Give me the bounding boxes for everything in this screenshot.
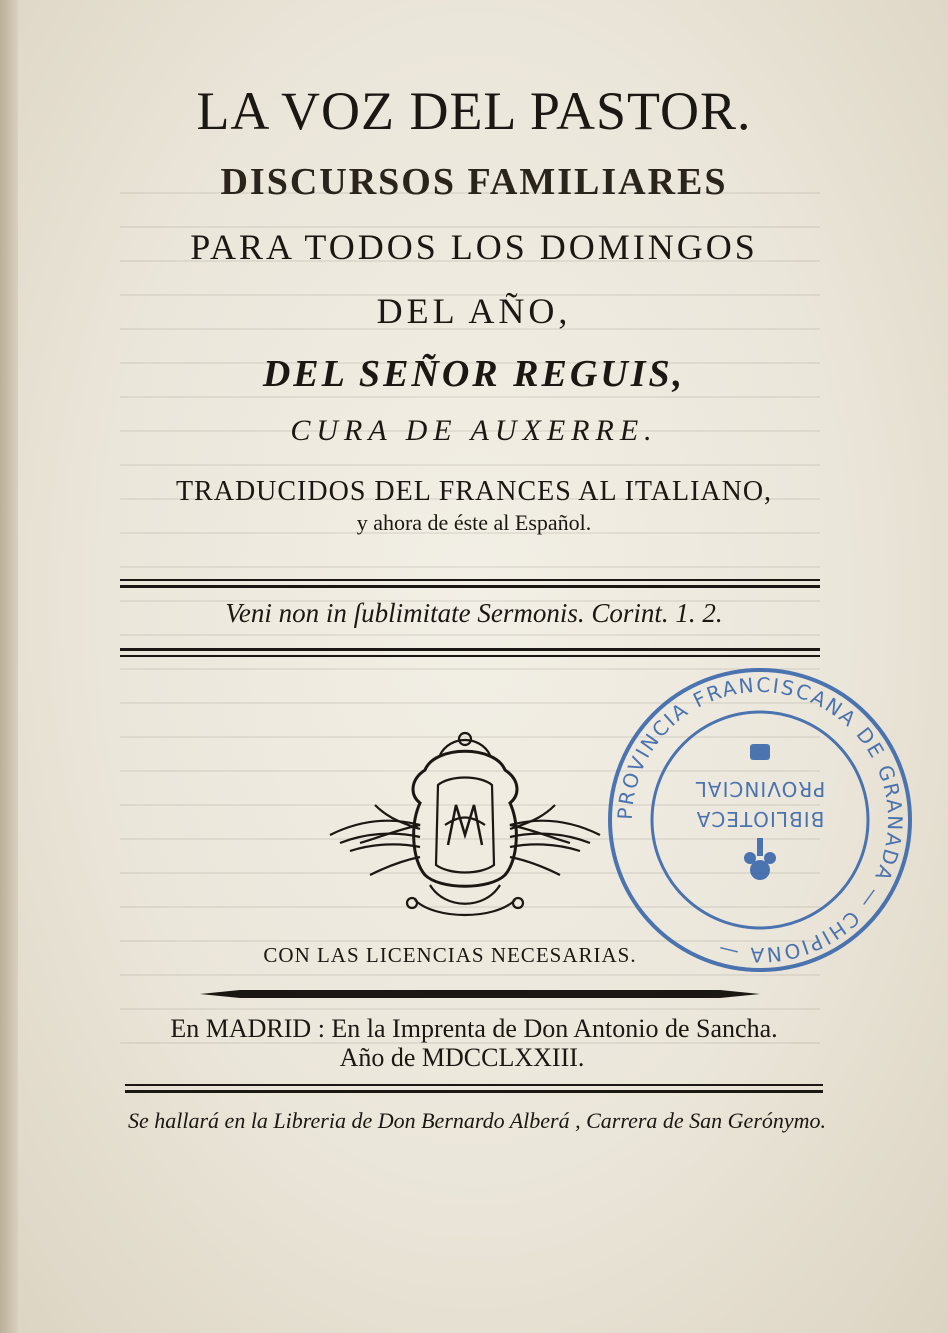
rule-thin: [120, 655, 820, 657]
rule-thin: [120, 579, 820, 581]
rule-thin: [125, 1084, 823, 1086]
bookseller-note: Se hallará en la Libreria de Don Bernardo Alberá , Carrera de San Gerónymo.: [128, 1108, 827, 1133]
author-line: DEL SEÑOR REGUIS,: [262, 353, 686, 395]
stamp-ring-text: PROVINCIA FRANCISCANA DE GRANADA — CHIPIONA —: [612, 672, 908, 968]
licences-line: CON LAS LICENCIAS NECESARIAS.: [263, 943, 637, 967]
rule-thick: [120, 648, 820, 651]
tapered-rule: [200, 988, 760, 1000]
printers-ornament: [320, 725, 610, 925]
stamp-center-line-1: BIBLIOTECA: [695, 807, 825, 831]
epigraph: Veni non in ſublimitate Sermonis. Corint. 1. 2.: [225, 598, 723, 628]
stamp-emblem-icon: [744, 838, 776, 880]
subtitle-line-2: PARA TODOS LOS DOMINGOS: [190, 227, 758, 267]
rule-thick: [125, 1090, 823, 1093]
book-title: LA VOZ DEL PASTOR.: [196, 81, 752, 141]
imprint-line-2: Año de MDCCLXXIII.: [339, 1043, 585, 1072]
library-stamp: [600, 660, 920, 980]
subtitle-line-3: DEL AÑO,: [376, 291, 572, 331]
imprint-line-1: En MADRID : En la Imprenta de Don Antonio de Sancha.: [170, 1014, 778, 1043]
translation-note: TRADUCIDOS DEL FRANCES AL ITALIANO,: [175, 476, 773, 507]
author-role: CURA DE AUXERRE.: [290, 414, 658, 447]
stamp-center-line-2: PROVINCIAL: [694, 777, 826, 801]
stamp-small-emblem-icon: [750, 744, 770, 760]
rule-thick: [120, 585, 820, 588]
translation-note-2: y ahora de éste al Español.: [356, 510, 592, 535]
subtitle-line-1: DISCURSOS FAMILIARES: [220, 161, 728, 203]
